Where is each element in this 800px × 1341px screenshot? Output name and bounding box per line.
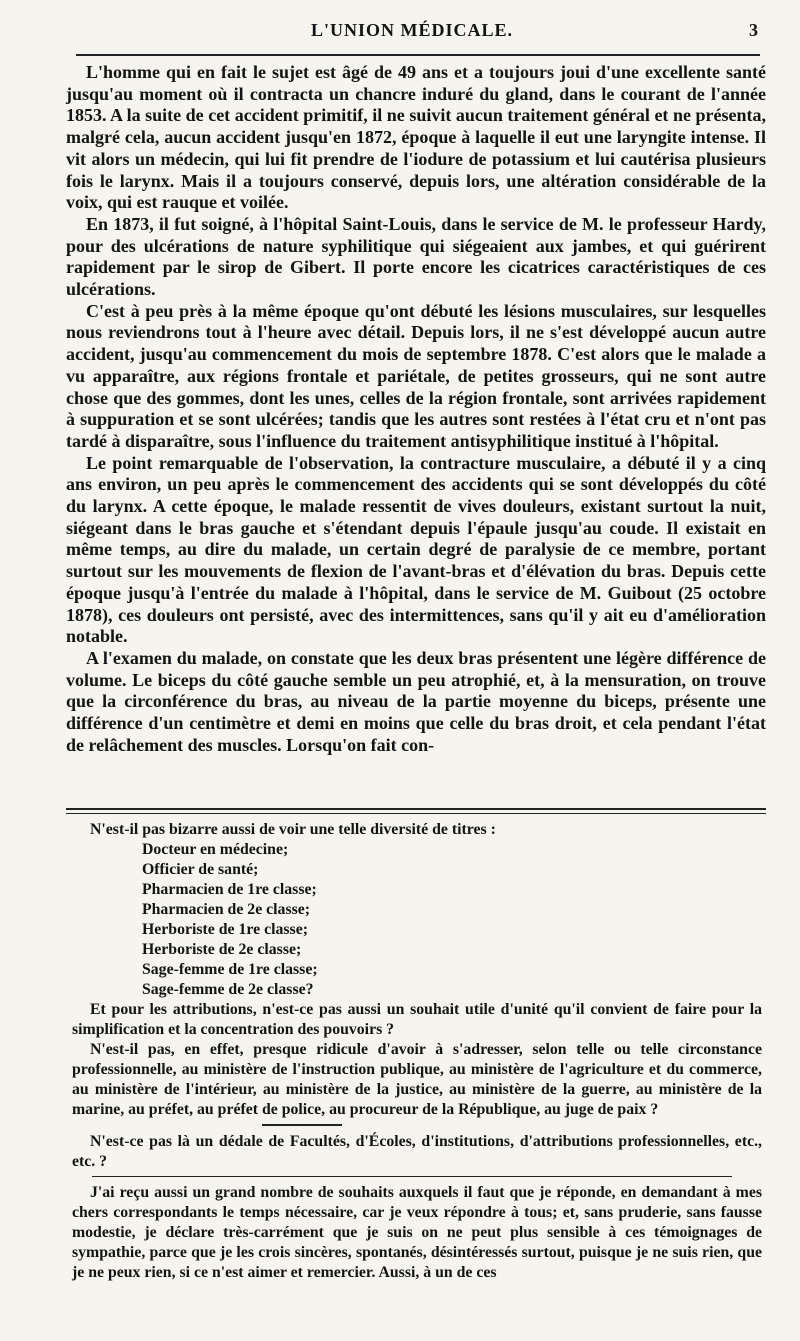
notes-paragraph: J'ai reçu aussi un grand nombre de souhaits auxquels il faut que je réponde, en demandant à mes chers correspondants le temps nécessaire, car je veux répondre à tous; et, sans pruderie, sans fausse modestie, je déclare très-carrément que je suis on ne peut plus sensible à ces témoignages de sympathie, parce que je les crois sincères, spontanés, désintéressés surtout, puisque je ne suis rien, que je ne peux rien, si ce n'est aimer et remercier. Aussi, à un de ces xyxy=(72,1184,762,1281)
list-item: Officier de santé; xyxy=(142,861,259,878)
short-rule xyxy=(262,1124,342,1126)
section-rule-thin xyxy=(66,813,766,814)
section-rule xyxy=(66,808,766,810)
journal-title: L'UNION MÉDICALE. xyxy=(310,20,514,40)
main-paragraph: A l'examen du malade, on constate que les deux bras présentent une légère différence de volume. Le biceps du côté gauche semble un peu atrophié, et, à la mensuration, on trouve que la circonférence du bras, au niveau de la partie moyenne du biceps, présente une différence d'un centimètre et demi en moins que celle du bras droit, et cela pendant l'état de relâchement des muscles. Lorsqu'on fait con- xyxy=(66,647,766,755)
list-item: Sage-femme de 2e classe? xyxy=(142,981,314,998)
main-paragraph: C'est à peu près à la même époque qu'ont débuté les lésions musculaires, sur lesquelles nous reviendrons tout à l'heure avec détail. Depuis lors, il ne s'est développé aucun autre accident, jusqu'au commencement du mois de septembre 1878. C'est alors que le malade a vu apparaître, aux régions frontale et pariétale, de petites grosseurs, qui ne sont autre chose que des gommes, dont les unes, celles de la région frontale, sont arrivées rapidement à suppuration et se sont ulcérées; tandis que les autres sont restées à l'état cru et n'ont pas tardé à disparaître, sous l'influence du traitement antisyphilitique institué à l'hôpital. xyxy=(66,300,766,451)
list-item: Sage-femme de 1re classe; xyxy=(142,961,318,978)
page-number: 3 xyxy=(749,20,758,40)
main-text xyxy=(66,62,766,757)
long-rule xyxy=(92,1176,732,1177)
main-paragraph: L'homme qui en fait le sujet est âgé de 49 ans et a toujours joui d'une excellente santé jusqu'au moment où il contracta un chancre induré du gland, dans le courant de l'année 1853. A la suite de cet accident primitif, il ne suivit aucun traitement général et ne présenta, malgré cela, aucun accident jusqu'en 1872, époque à laquelle il eut une laryngite intense. Il vit alors un médecin, qui lui fit prendre de l'iodure de potassium et lui cautérisa plusieurs fois le larynx. Mais il a toujours conservé, depuis lors, une altération considérable de la voix, qui est rauque et voilée. xyxy=(66,62,766,213)
list-item: Pharmacien de 2e classe; xyxy=(142,901,311,918)
feuilleton-text xyxy=(72,820,762,1283)
page-header xyxy=(64,20,760,46)
notes-paragraph: N'est-il pas, en effet, presque ridicule d'avoir à s'adresser, selon telle ou telle circonstance professionnelle, au ministère de l'instruction publique, au ministère de l'agriculture et du commerce, au ministère de l'intérieur, au ministère de la justice, au ministère de la guerre, au ministère de la marine, au préfet, au préfet de police, au procureur de la République, au juge de paix ? xyxy=(72,1041,762,1118)
list-item: Herboriste de 2e classe; xyxy=(142,941,302,958)
list-item: Pharmacien de 1re classe; xyxy=(142,881,317,898)
notes-paragraph: N'est-ce pas là un dédale de Facultés, d'Écoles, d'institutions, d'attributions professionnelles, etc., etc. ? xyxy=(72,1133,762,1170)
titles-list xyxy=(72,840,762,1000)
main-paragraph: Le point remarquable de l'observation, la contracture musculaire, a débuté il y a cinq ans environ, un peu après le commencement des accidents qui se sont développés du côté du larynx. A cette époque, le malade ressentit de vives douleurs, existant surtout la nuit, siégeant dans le bras gauche et s'étendant depuis l'épaule jusqu'au coude. Il existait en même temps, au dire du malade, un certain degré de paralysie de ce membre, portant surtout sur les mouvements de flexion de l'avant-bras et d'élévation du bras. Depuis cette époque jusqu'à l'entrée du malade à l'hôpital, dans le service de M. Guibout (25 octobre 1878), ces douleurs ont persisté, avec des intermittences, sans qu'il y ait eu d'amélioration notable. xyxy=(66,452,766,647)
header-rule xyxy=(76,54,760,56)
notes-intro: N'est-il pas bizarre aussi de voir une telle diversité de titres : xyxy=(90,821,496,838)
list-item: Herboriste de 1re classe; xyxy=(142,921,308,938)
list-item: Docteur en médecine; xyxy=(142,841,289,858)
main-paragraph: En 1873, il fut soigné, à l'hôpital Saint-Louis, dans le service de M. le professeur Hardy, pour des ulcérations de nature syphilitique qui siégeaient aux jambes, et qui guérirent rapidement par le sirop de Gibert. Il porte encore les cicatrices caractéristiques de ces ulcérations. xyxy=(66,213,766,300)
notes-paragraph: Et pour les attributions, n'est-ce pas aussi un souhait utile d'unité qu'il convient de faire pour la simplification et la concentration des pouvoirs ? xyxy=(72,1001,762,1038)
